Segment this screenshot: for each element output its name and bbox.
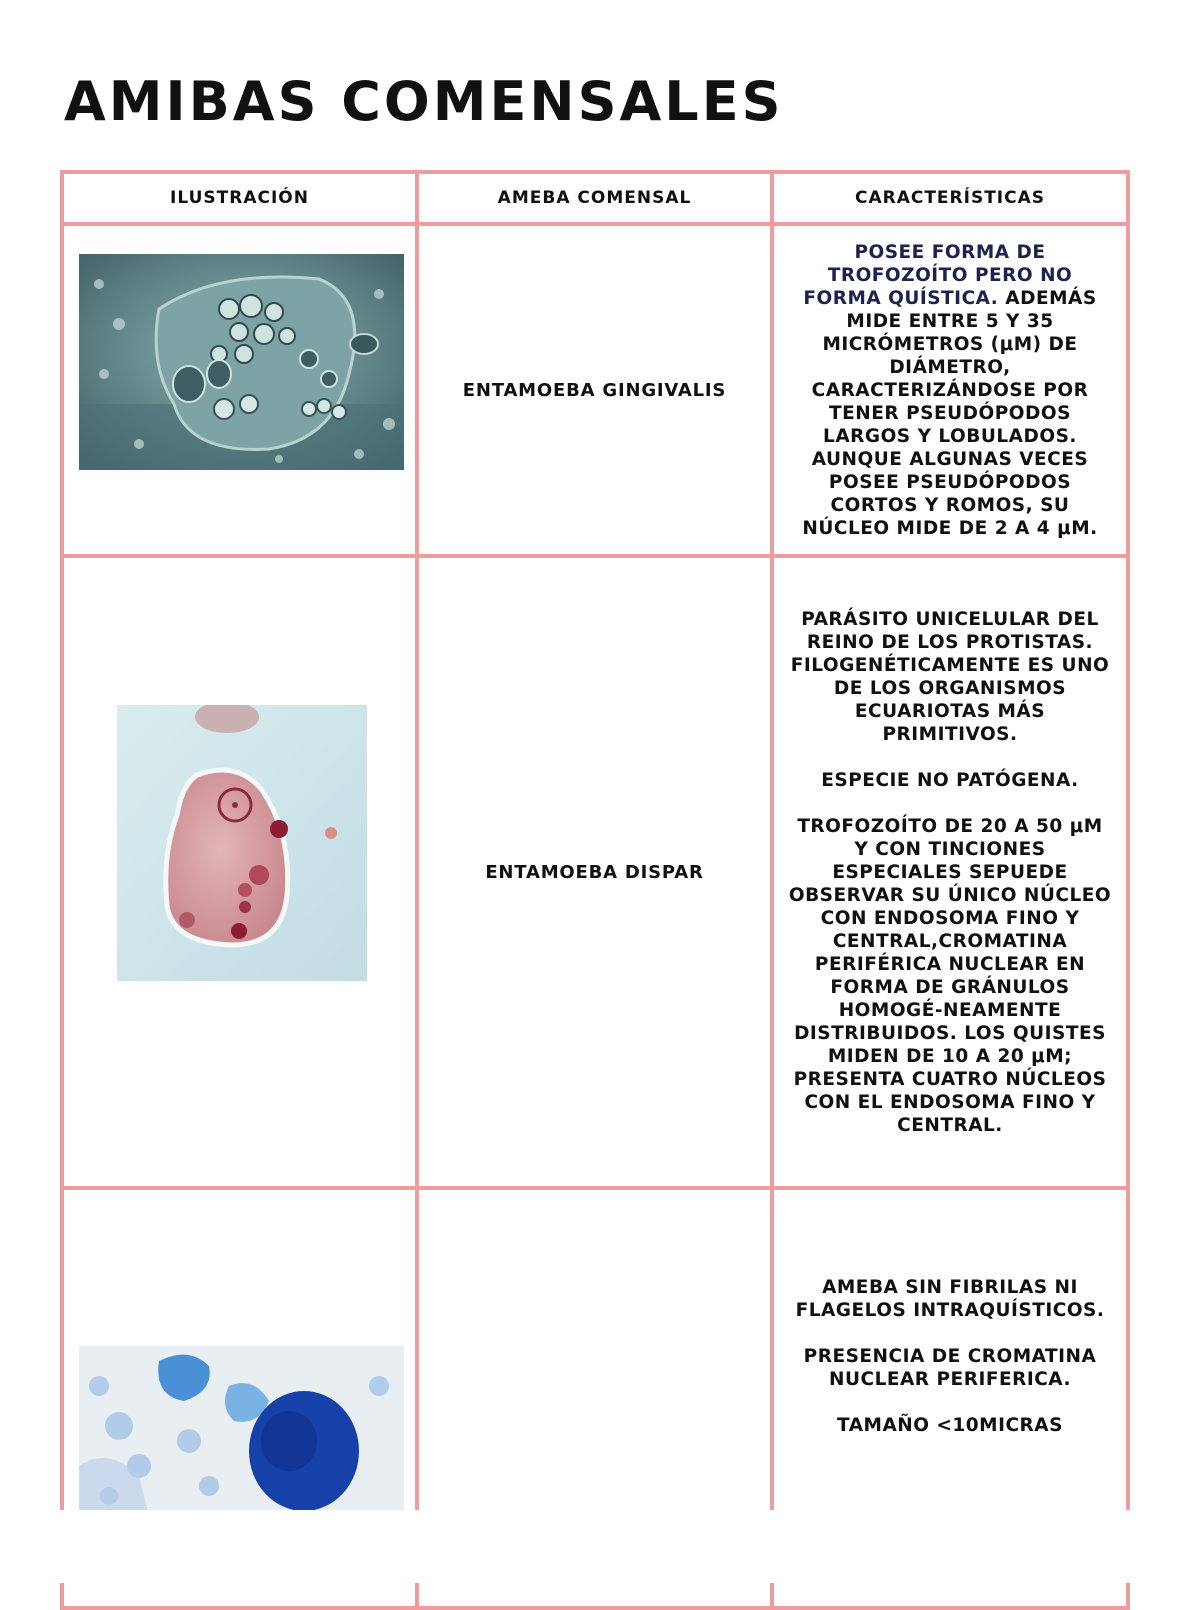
page-bottom-margin xyxy=(0,1510,1200,1583)
header-ilustracion: ILUSTRACIÓN xyxy=(62,172,417,224)
characteristics-lead: POSEE FORMA DE TROFOZOÍTO PERO NO FORMA QUÍSTICA. xyxy=(803,241,1073,309)
microscope-photo-gingivalis xyxy=(79,254,404,470)
header-caracteristicas: CARACTERÍSTICAS xyxy=(772,172,1128,224)
characteristics-paragraph: AMEBA SIN FIBRILAS NI FLAGELOS INTRAQUÍSTICOS. xyxy=(795,1277,1105,1321)
illustration-cell xyxy=(62,224,417,556)
table-row xyxy=(62,224,1128,556)
characteristics-cell xyxy=(772,224,1128,556)
characteristics-paragraph: PARÁSITO UNICELULAR DEL REINO DE LOS PROTISTAS. FILOGENÉTICAMENTE ES UNO DE LOS ORGANISMOS ECUARIOTAS MÁS PRIMITIVOS. xyxy=(790,608,1110,745)
characteristics-text: ADEMÁS MIDE ENTRE 5 Y 35 MICRÓMETROS (μM) DE DIÁMETRO, CARACTERIZÁNDOSE POR TENER PSEUDÓPODOS LARGOS Y LOBULADOS. AUNQUE ALGUNAS VECES POSEE PSEUDÓPODOS CORTOS Y ROMOS, SU NÚCLEO MIDE DE 2 A 4 μM. xyxy=(802,287,1098,539)
microscope-photo-dispar xyxy=(117,705,367,981)
microscope-photo-blue-stain xyxy=(79,1346,404,1516)
ameba-name: ENTAMOEBA GINGIVALIS xyxy=(417,224,772,556)
page-title: AMIBAS COMENSALES xyxy=(64,70,784,133)
illustration-cell xyxy=(62,556,417,1188)
amibas-table xyxy=(60,170,1130,1610)
characteristics-paragraph: ESPECIE NO PATÓGENA. xyxy=(821,769,1079,791)
header-ameba-comensal: AMEBA COMENSAL xyxy=(417,172,772,224)
characteristics-paragraph: TROFOZOÍTO DE 20 A 50 μM Y CON TINCIONES ESPECIALES SEPUEDE OBSERVAR SU ÚNICO NÚCLEO CON ENDOSOMA FINO Y CENTRAL,CROMATINA PERIFÉRICA NUCLEAR EN FORMA DE GRÁNULOS HOMOGÉ-NEAMENTE DISTRIBUIDOS. LOS QUISTES MIDEN DE 10 A 20 μM; PRESENTA CUATRO NÚCLEOS CON EL ENDOSOMA FINO Y CENTRAL. xyxy=(788,815,1112,1136)
ameba-name: ENTAMOEBA DISPAR xyxy=(417,556,772,1188)
characteristics-cell xyxy=(772,556,1128,1188)
characteristics-paragraph: TAMAÑO <10MICRAS xyxy=(837,1415,1063,1436)
table-header-row xyxy=(62,172,1128,224)
table-row xyxy=(62,556,1128,1188)
characteristics-paragraph: PRESENCIA DE CROMATINA NUCLEAR PERIFERICA. xyxy=(803,1346,1097,1390)
